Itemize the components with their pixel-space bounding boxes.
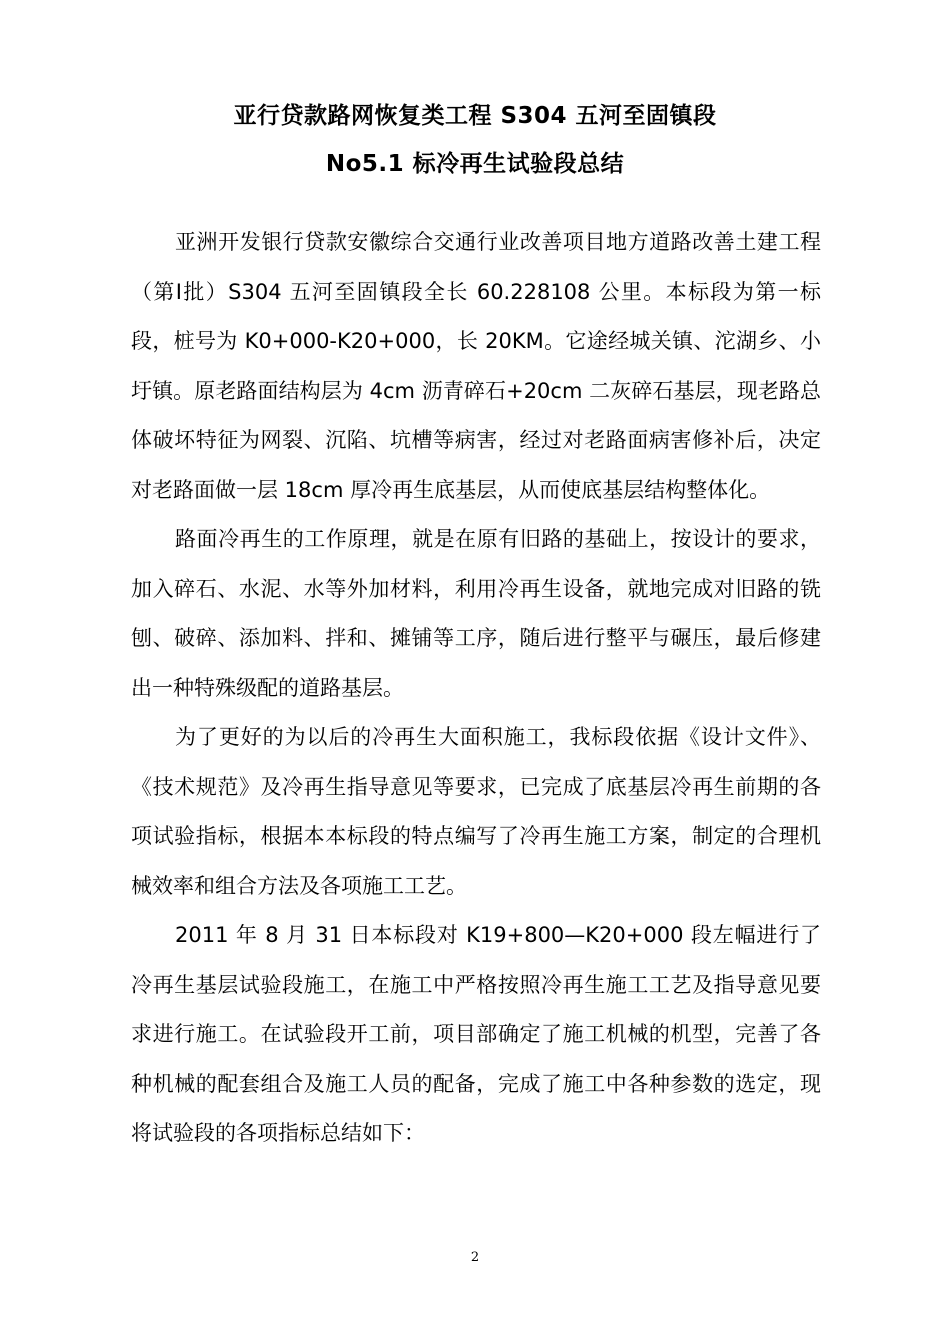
document-body (131, 218, 821, 1159)
document-title (0, 92, 950, 188)
page-number: 2 (470, 1250, 480, 1265)
paragraph-principle: 路面冷再生的工作原理，就是在原有旧路的基础上，按设计的要求，加入碎石、水泥、水等外加材料，利用冷再生设备，就地完成对旧路的铣刨、破碎、添加料、拌和、摊铺等工序，随后进行整平与碾压，最后修建出一种特殊级配的道路基层。 (131, 527, 821, 700)
title-line-2: No5.1 标冷再生试验段总结 (325, 151, 625, 177)
title-line-1: 亚行贷款路网恢复类工程 S304 五河至固镇段 (233, 103, 717, 129)
paragraph-trial-section: 2011 年 8 月 31 日本标段对 K19+800—K20+000 段左幅进行了冷再生基层试验段施工，在施工中严格按照冷再生施工工艺及指导意见要求进行施工。在试验段开工前，项目部确定了施工机械的机型，完善了各种机械的配套组合及施工人员的配备，完成了施工中各种参数的选定，现将试验段的各项指标总结如下： (131, 923, 821, 1145)
paragraph-overview: 亚洲开发银行贷款安徽综合交通行业改善项目地方道路改善土建工程（第Ⅰ批）S304 五河至固镇段全长 60.228108 公里。本标段为第一标段，桩号为 K0+000-K20+000，长 20KM。它途经城关镇、沱湖乡、小圩镇。原老路面结构层为 4cm 沥青碎石+20cm 二灰碎石基层，现老路总体破坏特征为网裂、沉陷、坑槽等病害，经过对老路面病害修补后，决定对老路面做一层 18cm 厚冷再生底基层，从而使底基层结构整体化。 (131, 230, 821, 502)
paragraph-preparation: 为了更好的为以后的冷再生大面积施工，我标段依据《设计文件》、《技术规范》及冷再生指导意见等要求，已完成了底基层冷再生前期的各项试验指标，根据本本标段的特点编写了冷再生施工方案，制定的合理机械效率和组合方法及各项施工工艺。 (131, 725, 821, 898)
